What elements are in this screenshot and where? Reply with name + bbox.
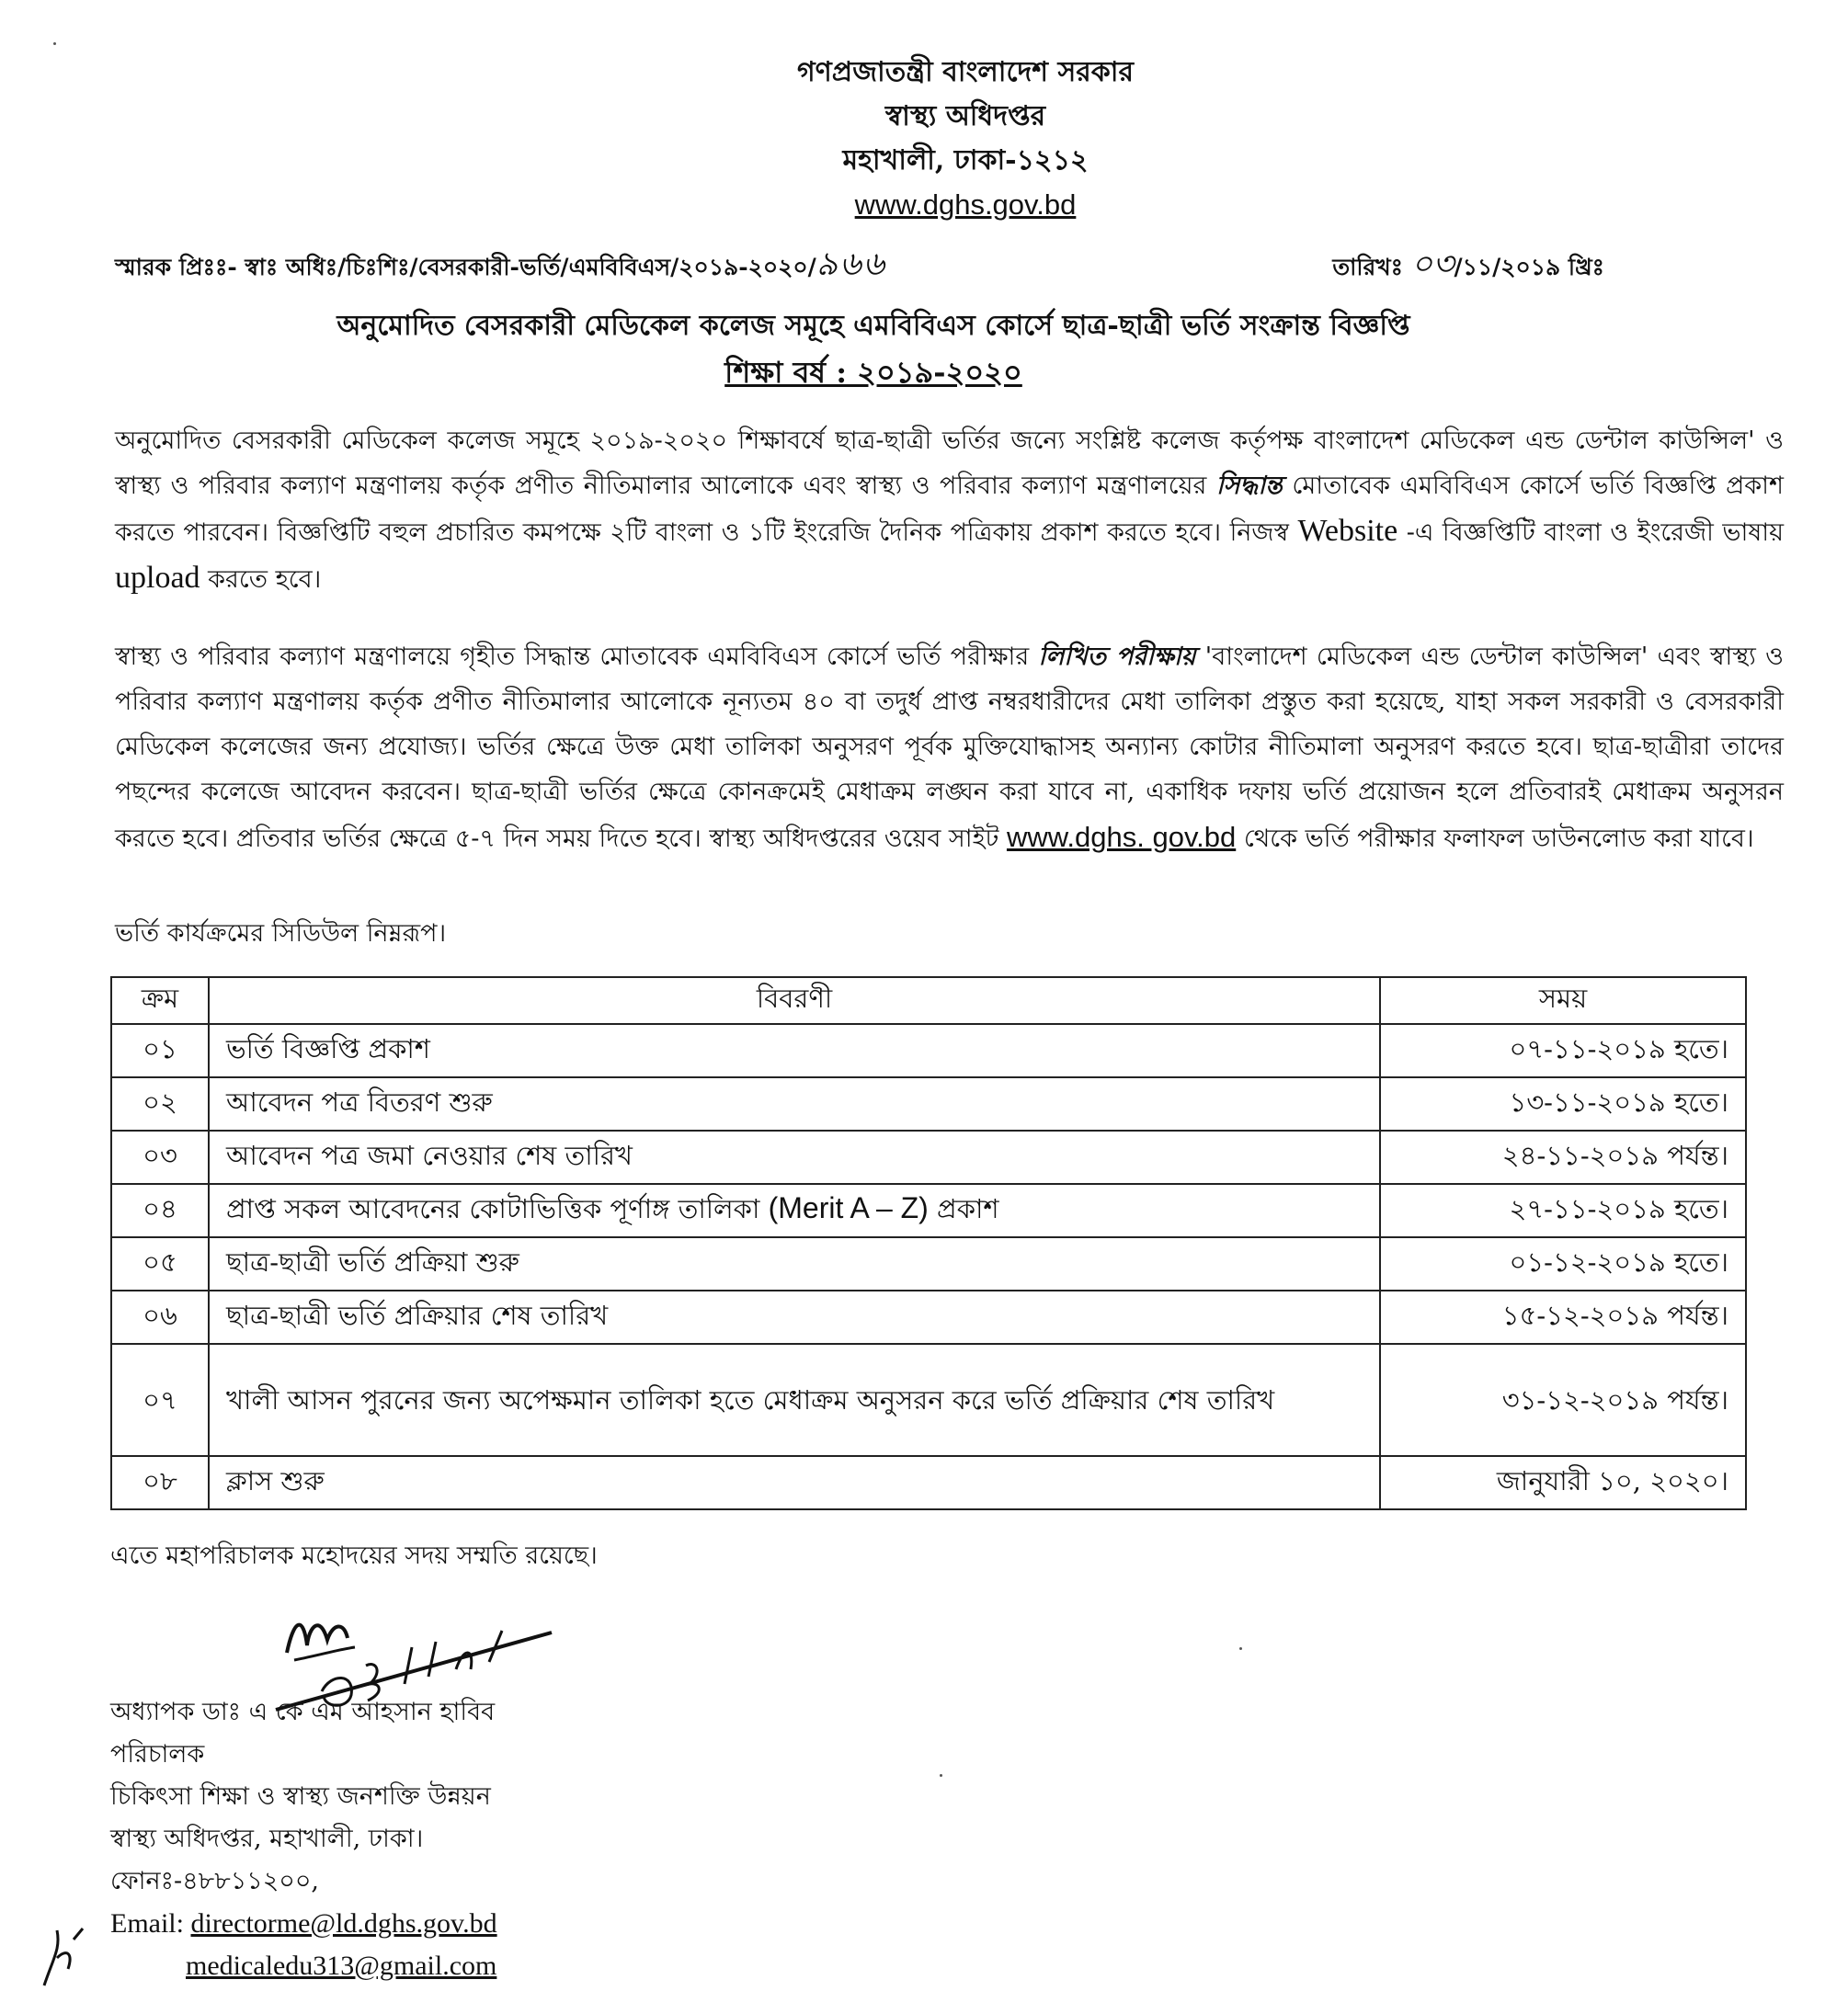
row-description: ভর্তি বিজ্ঞপ্তি প্রকাশ (209, 1024, 1380, 1077)
row-serial: ০৮ (111, 1456, 209, 1509)
row-description: ছাত্র-ছাত্রী ভর্তি প্রক্রিয়া শুরু (209, 1237, 1380, 1291)
email-link-primary[interactable]: directorme@ld.dghs.gov.bd (190, 1908, 497, 1939)
row-time: ০৭-১১-২০১৯ হতে। (1380, 1024, 1746, 1077)
officer-phone: ফোনঃ-৪৮৮১১২০০, (110, 1867, 319, 1895)
paragraph-2 (115, 634, 1784, 861)
row-description-end: প্রকাশ (937, 1192, 999, 1224)
website-word: Website (1297, 514, 1398, 548)
academic-year: শিক্ষা বর্ষ : ২০১৯-২০২০ (724, 355, 1022, 390)
row-time: জানুযারী ১০, ২০২০। (1380, 1456, 1746, 1509)
memo-date (1332, 239, 1604, 294)
row-serial: ০৪ (111, 1184, 209, 1237)
row-serial: ০৬ (111, 1291, 209, 1344)
header-description: বিবরণী (209, 977, 1380, 1024)
merit-range: (Merit A – Z) (768, 1190, 929, 1224)
results-website-link[interactable]: www.dghs. gov.bd (1006, 821, 1237, 853)
date-label: তারিখঃ (1332, 254, 1403, 280)
table-row (111, 1291, 1746, 1344)
paragraph-2-emphasis: লিখিত পরীক্ষায় (1038, 643, 1196, 671)
schedule-intro: ভর্তি কার্যক্রমের সিডিউল নিম্নরূপ। (115, 919, 447, 948)
table-row (111, 1024, 1746, 1077)
notice-title-line: অনুমোদিত বেসরকারী মেডিকেল কলেজ সমূহে এমবিবিএস কোর্সে ছাত্র-ছাত্রী ভর্তি সংক্রান্ত বিজ্ঞপ্তি (337, 310, 1410, 342)
row-time: ০১-১২-২০১৯ হতে। (1380, 1237, 1746, 1291)
paragraph-1-text-d: করতে হবে। (208, 565, 322, 594)
upload-word: upload (115, 561, 200, 595)
row-description: ক্লাস শুরু (209, 1456, 1380, 1509)
paragraph-1 (115, 418, 1784, 602)
email-row (110, 1903, 497, 1945)
approval-note: এতে মহাপরিচালক মহোদয়ের সদয় সম্মতি রয়েছে। (110, 1542, 598, 1570)
row-time: ২৪-১১-২০১৯ পর্যন্ত। (1380, 1131, 1746, 1184)
header-time: সময় (1380, 977, 1746, 1024)
paragraph-2-text-c: থেকে ভর্তি পরীক্ষার ফলাফল ডাউনলোড করা যাবে। (1243, 825, 1754, 853)
row-description (209, 1184, 1380, 1237)
letterhead (460, 51, 1471, 227)
table-row (111, 1077, 1746, 1131)
row-description: খালী আসন পুরনের জন্য অপেক্ষমান তালিকা হতে মেধাক্রম অনুসরন করে ভর্তি প্রক্রিয়ার শেষ তারিখ (209, 1344, 1380, 1456)
email-link-secondary[interactable]: medicaledu313@gmail.com (186, 1951, 497, 1981)
row-description: আবেদন পত্র জমা নেওয়ার শেষ তারিখ (209, 1131, 1380, 1184)
row-serial: ০৩ (111, 1131, 209, 1184)
table-row (111, 1237, 1746, 1291)
memo-reference-text: স্মারক প্রিঃঃ- স্বাঃ অধিঃ/চিঃশিঃ/বেসরকারী-ভর্তি/এমবিবিএস/২০১৯-২০২০/ (115, 254, 816, 280)
officer-designation: পরিচালক (110, 1740, 205, 1769)
paragraph-2-text-b: 'বাংলাদেশ মেডিকেল এন্ড ডেন্টাল কাউন্সিল' এবং স্বাস্থ্য ও পরিবার কল্যাণ মন্ত্রণালয় কর্তৃক প্রণীত নীতিমালার আলোকে নূন্যতম ৪০ বা তদুর্ধ প্রাপ্ত নম্বরধারীদের মেধা তালিকা প্রস্তুত করা হয়েছে, যাহা সকল সরকারী ও বেসরকারী মেডিকেল কলেজের জন্য প্রযোজ্য। ভর্তির ক্ষেত্রে উক্ত মেধা তালিকা অনুসরণ পূর্বক মুক্তিযোদ্ধাসহ অন্যান্য কোটার নীতিমালা অনুসরণ করতে হবে। ছাত্র-ছাত্রীরা তাদের পছন্দের কলেজে আবেদন করবেন। ছাত্র-ছাত্রী ভর্তির ক্ষেত্রে কোনক্রমেই মেধাক্রম লঙ্ঘন করা যাবে না, একাধিক দফায় ভর্তি প্রয়োজন হলে প্রতিবারই মেধাক্রম অনুসরন করতে হবে। প্রতিবার ভর্তির ক্ষেত্রে ৫-৭ দিন সময় দিতে হবে। স্বাস্থ্য অধিদপ্তরের ওয়েব সাইট (115, 643, 1784, 853)
table-row (111, 1131, 1746, 1184)
row-serial: ০৫ (111, 1237, 209, 1291)
officer-department: চিকিৎসা শিক্ষা ও স্বাস্থ্য জনশক্তি উন্নয়ন (110, 1782, 491, 1811)
row-serial: ০২ (111, 1077, 209, 1131)
table-row (111, 1184, 1746, 1237)
paragraph-1-text-b: মোতাবেক এমবিবিএস কোর্সে ভর্তি বিজ্ঞপ্তি প্রকাশ করতে পারবেন। বিজ্ঞপ্তিটি বহুল প্রচারিত কমপক্ষে ২টি বাংলা ও ১টি ইংরেজি দৈনিক পত্রিকায় প্রকাশ করতে হবে। নিজস্ব (115, 472, 1784, 547)
row-time: ১৫-১২-২০১৯ পর্যন্ত। (1380, 1291, 1746, 1344)
table-header-row (111, 977, 1746, 1024)
row-serial: ০১ (111, 1024, 209, 1077)
row-description: ছাত্র-ছাত্রী ভর্তি প্রক্রিয়ার শেষ তারিখ (209, 1291, 1380, 1344)
row-time: ২৭-১১-২০১৯ হতে। (1380, 1184, 1746, 1237)
admission-schedule-table (110, 976, 1747, 1510)
paragraph-2-text-a: স্বাস্থ্য ও পরিবার কল্যাণ মন্ত্রণালয়ে গৃহীত সিদ্ধান্ত মোতাবেক এমবিবিএস কোর্সে ভর্তি পরীক্ষার (115, 643, 1030, 671)
table-row (111, 1456, 1746, 1509)
row-time: ১৩-১১-২০১৯ হতে। (1380, 1077, 1746, 1131)
notice-title (184, 303, 1563, 395)
signoff-block (110, 1691, 497, 1987)
header-serial: ক্রম (111, 977, 209, 1024)
memo-reference-number: ৯৬৬ (816, 245, 886, 283)
office-address: মহাখালী, ঢাকা-১২১২ (842, 144, 1089, 176)
scan-speck (1239, 1647, 1242, 1650)
officer-name: অধ্যাপক ডাঃ এ কে এম আহসান হাবিব (110, 1698, 496, 1726)
date-day: ০৩ (1410, 245, 1454, 283)
paragraph-1-text-c: -এ বিজ্ঞপ্তিটি বাংলা ও ইংরেজী ভাষায় (1406, 518, 1784, 547)
row-description-text: প্রাপ্ত সকল আবেদনের কোটাভিত্তিক পূর্ণাঙ্গ তালিকা (226, 1192, 760, 1224)
government-name: গণপ্রজাতন্ত্রী বাংলাদেশ সরকার (797, 56, 1134, 88)
scan-speck (940, 1774, 942, 1777)
date-rest: /১১/২০১৯ খ্রিঃ (1454, 254, 1604, 280)
table-row (111, 1344, 1746, 1456)
officer-office: স্বাস্থ্য অধিদপ্তর, মহাখালী, ঢাকা। (110, 1825, 424, 1853)
website-link[interactable]: www.dghs.gov.bd (854, 188, 1077, 221)
scan-speck (53, 42, 56, 45)
row-description: আবেদন পত্র বিতরণ শুরু (209, 1077, 1380, 1131)
paragraph-1-text-a: অনুমোদিত বেসরকারী মেডিকেল কলেজ সমূহে ২০১৯-২০২০ শিক্ষাবর্ষে ছাত্র-ছাত্রী ভর্তির জন্যে সংশ্লিষ্ট কলেজ কর্তৃপক্ষ বাংলাদেশ মেডিকেল এন্ড ডেন্টাল কাউন্সিল' ও স্বাস্থ্য ও পরিবার কল্যাণ মন্ত্রণালয় কর্তৃক প্রণীত নীতিমালার আলোকে এবং স্বাস্থ্য ও পরিবার কল্যাণ মন্ত্রণালয়ের (115, 427, 1784, 500)
row-time: ৩১-১২-২০১৯ পর্যন্ত। (1380, 1344, 1746, 1456)
paragraph-1-emphasis: সিদ্ধান্ত (1215, 472, 1283, 500)
email-label: Email: (110, 1908, 184, 1939)
directorate-name: স্বাস্থ্য অধিদপ্তর (884, 100, 1046, 132)
email-row-secondary (110, 1945, 497, 1987)
memo-reference (115, 239, 886, 294)
memo-reference-row (115, 232, 1604, 283)
initial-mark (37, 1921, 92, 1991)
row-serial: ০৭ (111, 1344, 209, 1456)
